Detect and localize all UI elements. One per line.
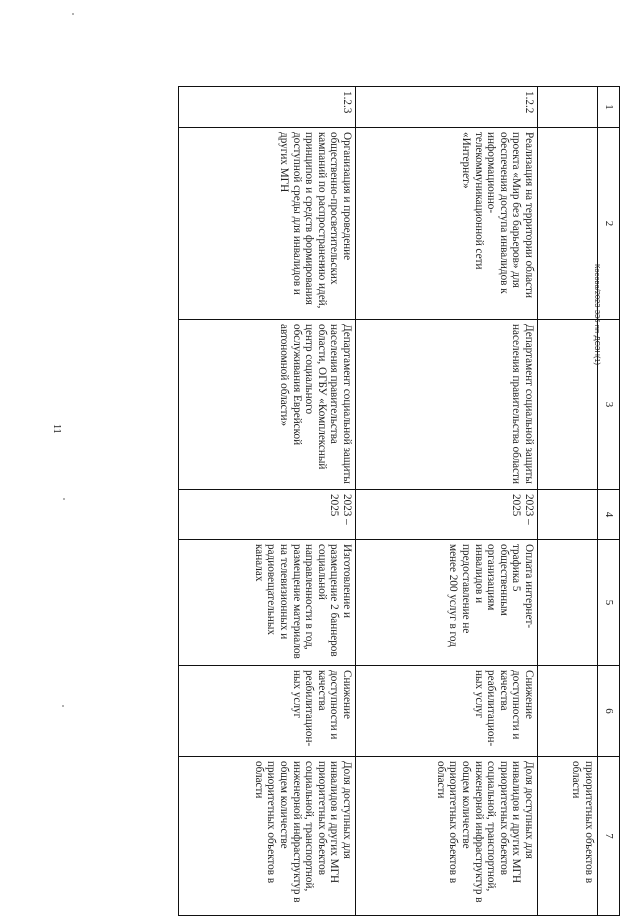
measure-name-cell: Организация и проведение общественно-просветительских кампаний по распространению идей, принципов и средств формирования доступной среды для инвалидов и других МГН (179, 128, 356, 320)
table-row (356, 87, 538, 916)
header-col-2: 2 (598, 128, 620, 320)
executor-cell: Департамент социальной защиты населения правительства области (356, 320, 538, 490)
period-cell (538, 490, 598, 540)
consequence-cell (538, 666, 598, 757)
row-number-cell: 1.2.2 (356, 87, 538, 128)
header-col-1: 1 (598, 87, 620, 128)
row-number-cell: 1.2.3 (179, 87, 356, 128)
header-col-4: 4 (598, 490, 620, 540)
header-col-3: 3 (598, 320, 620, 490)
row-number-cell (538, 87, 598, 128)
table-row (179, 87, 356, 916)
scan-speck (72, 13, 74, 15)
document-code: Косова/2023-336-пп-ДСЗН(1) (593, 264, 602, 366)
scan-speck (62, 705, 64, 707)
period-cell: 2023 – 2025 (179, 490, 356, 540)
result-cell (538, 540, 598, 666)
indicator-cell: приоритетных объектов в области (538, 757, 598, 916)
measure-name-cell (538, 128, 598, 320)
consequence-cell: Снижение доступности и качества реабилитацион-ных услуг (356, 666, 538, 757)
scan-speck (63, 498, 65, 500)
executor-cell: Департамент социальной защиты населения правительства области, ОГБУ «Комплексный центр социального обслуживания Еврейской автономной области» (179, 320, 356, 490)
executor-cell (538, 320, 598, 490)
result-cell: Оплата интернет-трафика 5 общественным организациям инвалидов и предоставление не менее 200 услуг в год (356, 540, 538, 666)
header-col-6: 6 (598, 666, 620, 757)
measures-table (178, 86, 620, 916)
measures-table-rotated (178, 86, 620, 915)
page-number: 11 (51, 424, 62, 434)
table-row (538, 87, 598, 916)
header-col-7: 7 (598, 757, 620, 916)
indicator-cell: Доля доступных для инвалидов и других МГН приоритетных объектов социальной, транспортной, инженерной инфраструктур в общем количестве приоритетных объектов в области (356, 757, 538, 916)
period-cell: 2023 – 2025 (356, 490, 538, 540)
header-row (598, 87, 620, 916)
measure-name-cell: Реализация на территории области проекта «Мир без барьеров» для обеспечения доступа инвалидов к информационно-телекоммуникационной сети «Интернет» (356, 128, 538, 320)
header-col-5: 5 (598, 540, 620, 666)
indicator-cell: Доля доступных для инвалидов и других МГН приоритетных объектов социальной, транспортной, инженерной инфраструктур в общем количестве приоритетных объектов в области (179, 757, 356, 916)
result-cell: Изготовление и размещение 2 баннеров социальной направленности в год, размещение материалов на телевизионных и радиовещательных каналах (179, 540, 356, 666)
consequence-cell: Снижение доступности и качества реабилитацион-ных услуг (179, 666, 356, 757)
